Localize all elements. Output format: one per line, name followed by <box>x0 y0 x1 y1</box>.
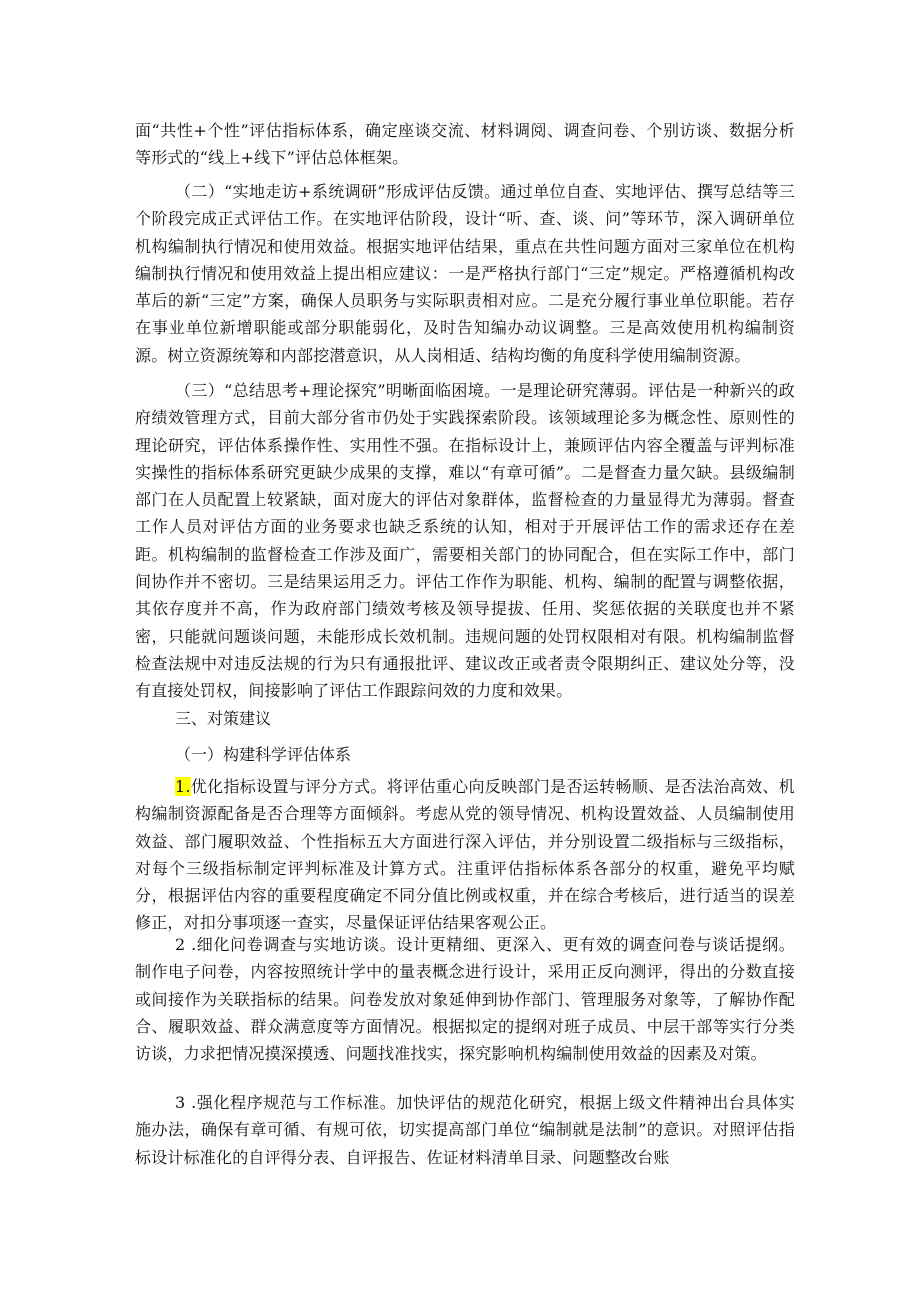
paragraph-difficulties: （三）“总结思考+理论探究”明晰面临困境。一是理论研究薄弱。评估是一种新兴的政府绩效管理方式，目前大部分省市仍处于实践探索阶段。该领域理论多为概念性、原则性的理论研究，评估体系操作性、实用性不强。在指标设计上，兼顾评估内容全覆盖与评判标准实操性的指标体系研究更缺少成果的支撑，难以“有章可循”。二是督查力量欠缺。县级编制部门在人员配置上较紧缺，面对庞大的评估对象群体，监督检查的力量显得尤为薄弱。督查工作人员对评估方面的业务要求也缺乏系统的认知，相对于开展评估工作的需求还存在差距。机构编制的监督检查工作涉及面广，需要相关部门的协同配合，但在实际工作中，部门间协作并不密切。三是结果运用乏力。评估工作作为职能、机构、编制的配置与调整依据，其依存度并不高，作为政府部门绩效考核及领导提拔、任用、奖惩依据的关联度也并不紧密，只能就问题谈问题，未能形成长效机制。违规问题的处罚权限相对有限。机构编制监督检查法规中对违反法规的行为只有通报批评、建议改正或者责令限期纠正、建议处分等，没有直接处罚权，间接影响了评估工作跟踪问效的力度和效果。 <box>135 381 795 701</box>
section-heading-countermeasures: 三、对策建议 <box>175 709 272 728</box>
paragraph-item-1-text: 优化指标设置与评分方式。将评估重心向反映部门是否运转畅顺、是否法治高效、机构编制资源配备是否合理等方面倾斜。考虑从党的领导情况、机构设置效益、人员编制使用效益、部门履职效益、个性指标五大方面进行深入评估，并分别设置二级指标与三级指标，对每个三级指标制定评判标准及计算方式。注重评估指标体系各部分的权重，避免平均赋分，根据评估内容的重要程度确定不同分值比例或权重，并在综合考核后，进行适当的误差修正，对扣分事项逐一查实，尽量保证评估结果客观公正。 <box>135 777 795 933</box>
paragraph-item-1 <box>135 773 795 937</box>
paragraph-item-2: 2 .细化问卷调查与实地访谈。设计更精细、更深入、更有效的调查问卷与谈话提纲。制作电子问卷，内容按照统计学中的量表概念进行设计，采用正反向测评，得出的分数直接或间接作为关联指标的结果。问卷发放对象延伸到协作部门、管理服务对象等，了解协作配合、履职效益、群众满意度等方面情况。根据拟定的提纲对班子成员、中层干部等实行分类访谈，力求把情况摸深摸透、问题找准找实，探究影响机构编制使用效益的因素及对策。 <box>135 935 795 1064</box>
paragraph-item-3: 3 .强化程序规范与工作标准。加快评估的规范化研究，根据上级文件精神出台具体实施办法，确保有章可循、有规可依，切实提高部门单位“编制就是法制”的意识。对照评估指标设计标准化的自评得分表、自评报告、佐证材料清单目录、问题整改台账 <box>135 1093 795 1167</box>
highlighted-number: 1. <box>175 777 191 796</box>
paragraph-framework: 面“共性+个性”评估指标体系，确定座谈交流、材料调阅、调查问卷、个别访谈、数据分析等形式的“线上+线下”评估总体框架。 <box>135 121 795 168</box>
paragraph-field-visit: （二）“实地走访+系统调研”形成评估反馈。通过单位自查、实地评估、撰写总结等三个阶段完成正式评估工作。在实地评估阶段，设计“听、查、谈、问”等环节，深入调研单位机构编制执行情况和使用效益。根据实地评估结果，重点在共性问题方面对三家单位在机构编制执行情况和使用效益上提出相应建议：一是严格执行部门“三定”规定。严格遵循机构改革后的新“三定”方案，确保人员职务与实际职责相对应。二是充分履行事业单位职能。若存在事业单位新增职能或部分职能弱化，及时告知编办动议调整。三是高效使用机构编制资源。树立资源统筹和内部挖潜意识，从人岗相适、结构均衡的角度科学使用编制资源。 <box>135 182 795 365</box>
subsection-heading-evaluation-system: （一）构建科学评估体系 <box>175 745 352 764</box>
